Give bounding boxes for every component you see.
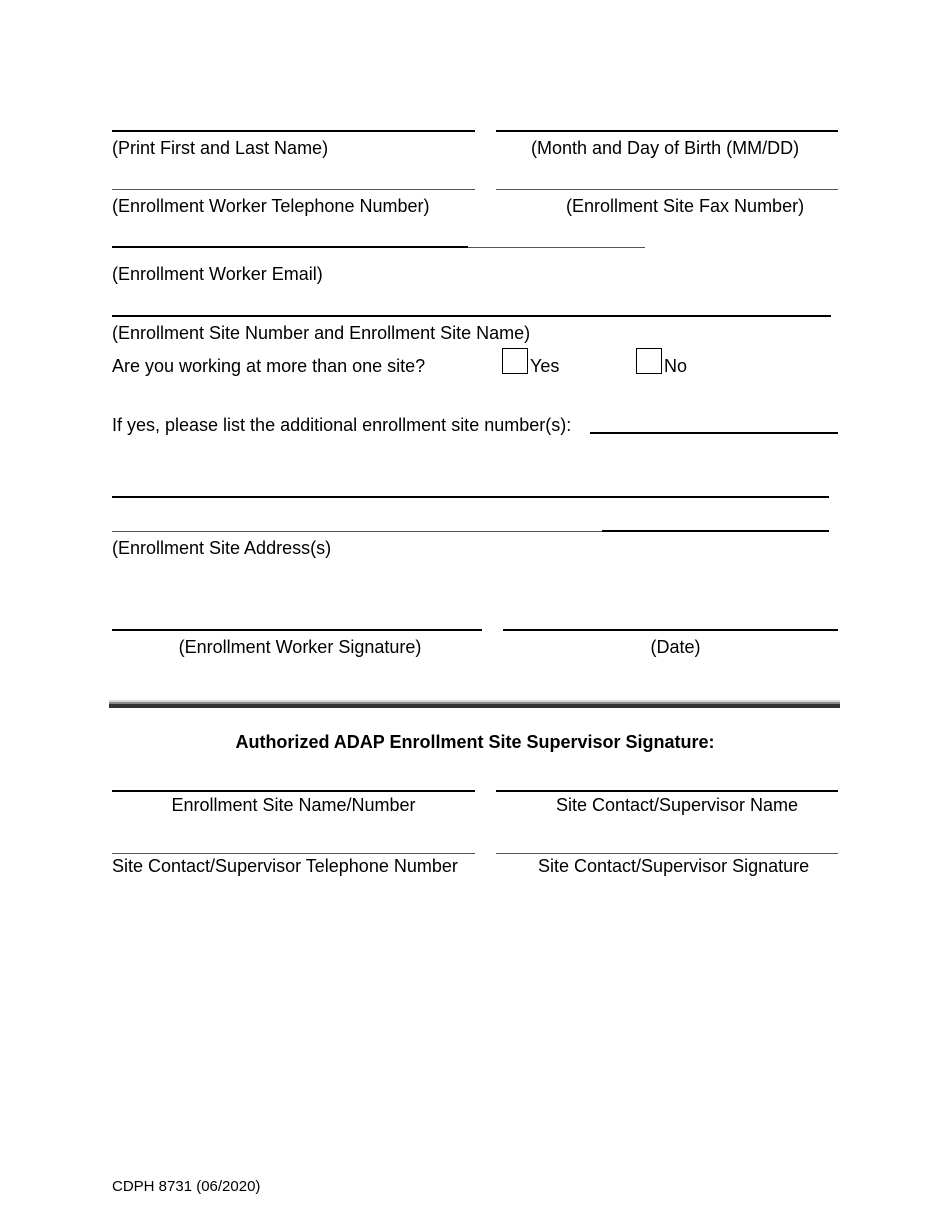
no-checkbox[interactable]: [636, 348, 662, 374]
contact-phone-label: Site Contact/Supervisor Telephone Number: [112, 856, 458, 876]
email-input-line[interactable]: [112, 246, 468, 248]
signature-input-line[interactable]: [112, 629, 482, 631]
phone-label: (Enrollment Worker Telephone Number): [112, 196, 430, 216]
address-input-line-2-extension[interactable]: [602, 530, 829, 532]
section-divider: [109, 700, 840, 708]
form-id: CDPH 8731 (06/2020): [112, 1178, 261, 1195]
signature-label: (Enrollment Worker Signature): [178, 637, 422, 657]
phone-input-line[interactable]: [112, 189, 475, 190]
date-label: (Date): [650, 637, 701, 657]
dob-input-line[interactable]: [496, 130, 838, 132]
address-input-line-1[interactable]: [112, 496, 829, 498]
site-name-input-line[interactable]: [112, 790, 475, 792]
contact-name-label: Site Contact/Supervisor Name: [555, 795, 799, 815]
yes-label: Yes: [530, 356, 560, 376]
site-input-line[interactable]: [112, 315, 831, 317]
dob-label: (Month and Day of Birth (MM/DD): [531, 138, 800, 158]
contact-phone-input-line[interactable]: [112, 853, 475, 854]
date-input-line[interactable]: [503, 629, 838, 631]
name-label: (Print First and Last Name): [112, 138, 329, 158]
supervisor-section-title: Authorized ADAP Enrollment Site Supervisor Signature:: [235, 732, 715, 752]
fax-label: (Enrollment Site Fax Number): [566, 196, 805, 216]
no-label: No: [664, 356, 688, 376]
additional-sites-label: If yes, please list the additional enrollment site number(s):: [112, 415, 572, 435]
contact-signature-label: Site Contact/Supervisor Signature: [538, 856, 810, 876]
fax-input-line[interactable]: [496, 189, 838, 190]
email-label: (Enrollment Worker Email): [112, 264, 323, 284]
contact-signature-input-line[interactable]: [496, 853, 838, 854]
email-input-line-extension[interactable]: [468, 247, 645, 248]
additional-sites-input-line[interactable]: [590, 432, 838, 434]
yes-checkbox[interactable]: [502, 348, 528, 374]
name-input-line[interactable]: [112, 130, 475, 132]
address-input-line-2[interactable]: [112, 531, 602, 532]
contact-name-input-line[interactable]: [496, 790, 838, 792]
address-label: (Enrollment Site Address(s): [112, 538, 332, 558]
site-label: (Enrollment Site Number and Enrollment Site Name): [112, 323, 531, 343]
site-name-label: Enrollment Site Name/Number: [171, 795, 416, 815]
multi-site-question: Are you working at more than one site?: [112, 356, 426, 376]
